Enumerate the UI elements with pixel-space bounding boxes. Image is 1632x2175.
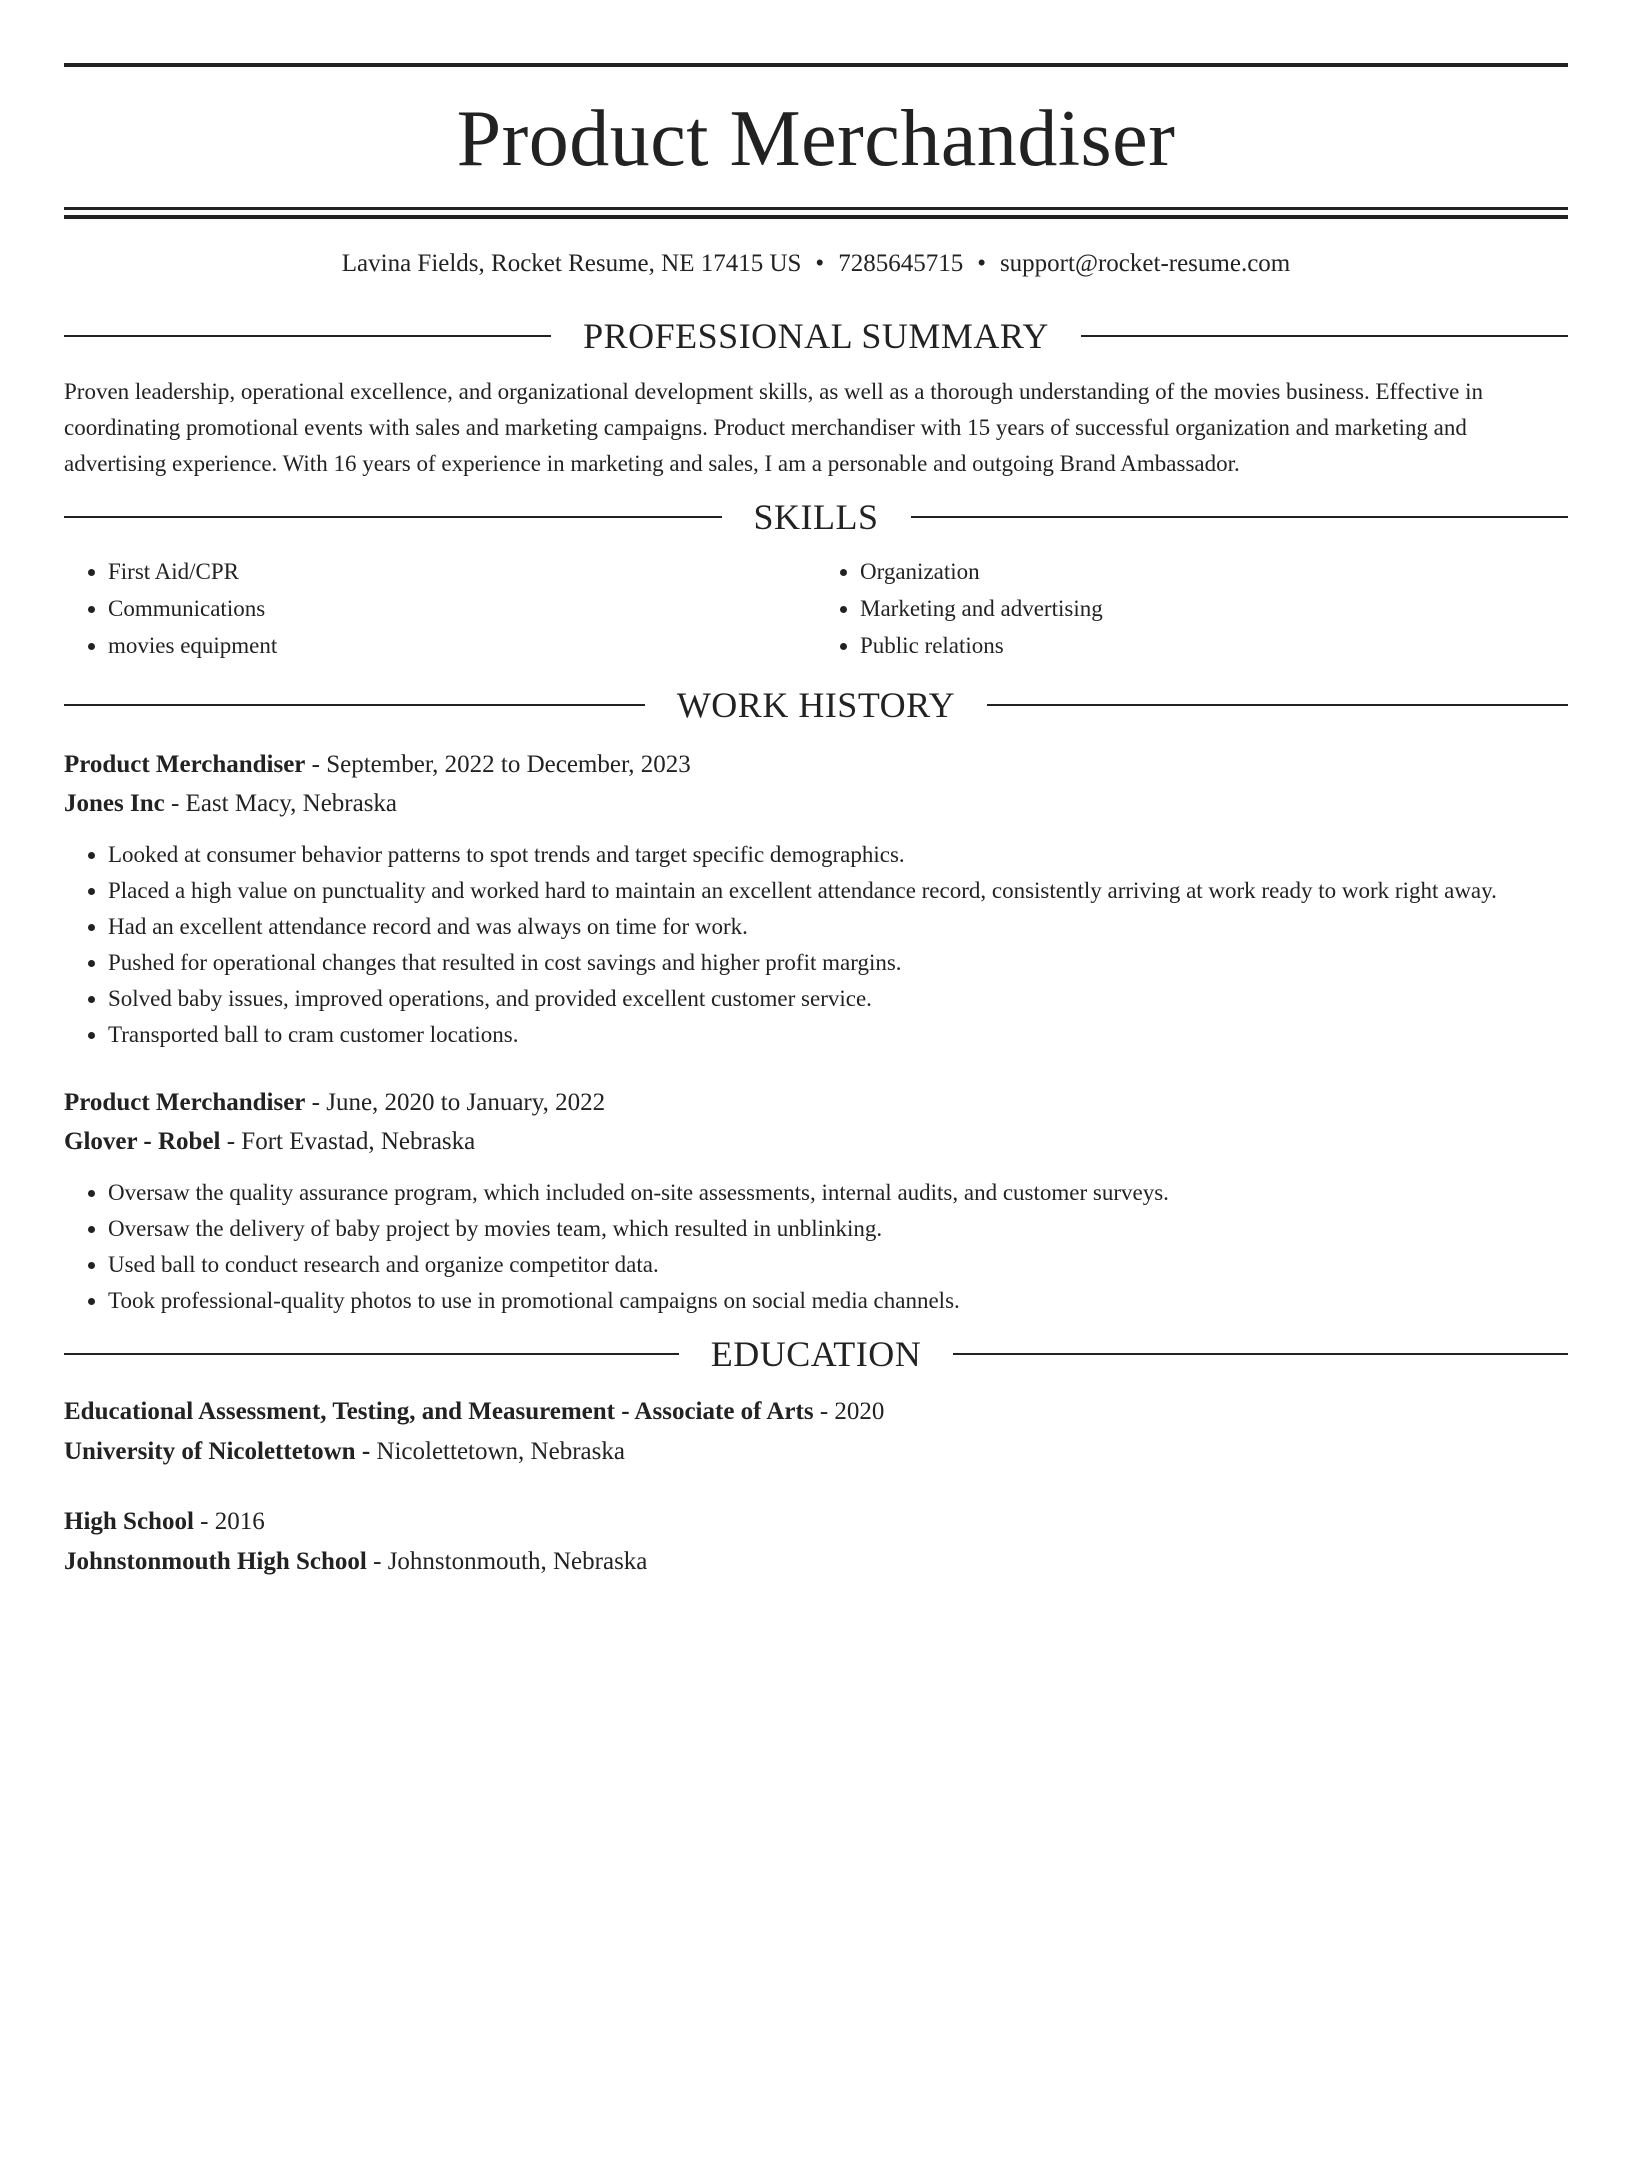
job-location: - Fort Evastad, Nebraska — [220, 1128, 476, 1155]
contact-email: support@rocket-resume.com — [999, 250, 1291, 277]
skill-item: • Communications — [108, 590, 816, 627]
header-double-rule — [64, 207, 1568, 219]
job-bullet: • Oversaw the delivery of baby project by movies team, which resulted in unblinking. — [108, 1211, 1568, 1247]
section-title: WORK HISTORY — [676, 685, 956, 725]
education-school-line — [64, 1432, 1568, 1472]
job-bullet: • Transported ball to cram customer locations. — [108, 1017, 1568, 1053]
contact-address: Lavina Fields, Rocket Resume, NE 17415 US — [341, 250, 802, 277]
education-location: Nicolettetown, Nebraska — [370, 1438, 625, 1465]
education-entry — [64, 1502, 1568, 1582]
job-title-line — [64, 745, 1568, 784]
heading-rule-left — [64, 704, 645, 706]
education-location: - Johnstonmouth, Nebraska — [366, 1548, 648, 1575]
section-heading-skills — [64, 497, 1568, 537]
job-entry — [64, 1083, 1568, 1319]
section-heading-work — [64, 685, 1568, 725]
job-location: - East Macy, Nebraska — [164, 790, 398, 817]
skill-item: • movies equipment — [108, 627, 816, 664]
section-heading-summary — [64, 316, 1568, 356]
job-title-line — [64, 1083, 1568, 1122]
heading-rule-right — [911, 516, 1569, 518]
job-bullets — [64, 837, 1568, 1053]
job-bullet: • Oversaw the quality assurance program, which included on-site assessments, internal audits, and customer surveys. — [108, 1175, 1568, 1211]
job-dates: - June, 2020 to January, 2022 — [305, 1089, 606, 1116]
skills-column-right — [816, 553, 1568, 664]
job-bullet: • Used ball to conduct research and organize competitor data. — [108, 1247, 1568, 1283]
skills-column-left — [64, 553, 816, 664]
education-year: - 2016 — [193, 1508, 265, 1535]
contact-separator: • — [977, 250, 986, 277]
heading-rule-left — [64, 516, 722, 518]
resume-page — [0, 63, 1632, 2175]
section-title: SKILLS — [753, 497, 879, 537]
education-year: - 2020 — [813, 1398, 885, 1425]
job-company-line — [64, 1122, 1568, 1161]
contact-phone: 7285645715 — [838, 250, 964, 277]
job-company: Glover - Robel — [64, 1128, 221, 1155]
skill-item: • Public relations — [860, 627, 1568, 664]
job-dates: - September, 2022 to December, 2023 — [305, 751, 691, 778]
heading-rule-right — [953, 1353, 1568, 1355]
skill-item: • Organization — [860, 553, 1568, 590]
contact-line — [64, 249, 1568, 279]
job-company: Jones Inc — [64, 790, 165, 817]
job-bullet: • Pushed for operational changes that resulted in cost savings and higher profit margins. — [108, 945, 1568, 981]
job-title: Product Merchandiser — [64, 751, 306, 778]
education-school: Johnstonmouth High School — [64, 1548, 367, 1575]
heading-rule-right — [987, 704, 1568, 706]
heading-rule-left — [64, 1353, 679, 1355]
education-school: University of Nicolettetown - — [64, 1438, 371, 1465]
section-heading-education — [64, 1334, 1568, 1374]
resume-title: Product Merchandiser — [456, 95, 1176, 183]
job-bullet: • Looked at consumer behavior patterns to spot trends and target specific demographics. — [108, 837, 1568, 873]
education-school-line — [64, 1542, 1568, 1582]
education-degree: Educational Assessment, Testing, and Measurement - Associate of Arts — [64, 1398, 814, 1425]
heading-rule-right — [1081, 335, 1568, 337]
job-entry — [64, 745, 1568, 1053]
summary-text: Proven leadership, operational excellence, and organizational development skills, as well as a thorough understanding of the movies business. Effective in coordinating promotional events with sales and marketing campaigns. Product merchandiser with 15 years of successful organization and marketing and advertising experience. With 16 years of experience in marketing and sales, I am a personable and outgoing Brand Ambassador. — [64, 379, 1484, 476]
job-bullet: • Placed a high value on punctuality and worked hard to maintain an excellent attendance record, consistently arriving at work ready to work right away. — [108, 873, 1568, 909]
section-title: PROFESSIONAL SUMMARY — [583, 316, 1049, 356]
job-bullet: • Had an excellent attendance record and was always on time for work. — [108, 909, 1568, 945]
job-title: Product Merchandiser — [64, 1089, 306, 1116]
contact-separator: • — [815, 250, 825, 277]
job-bullet: • Solved baby issues, improved operations, and provided excellent customer service. — [108, 981, 1568, 1017]
job-company-line — [64, 784, 1568, 823]
skills-list — [64, 553, 1568, 664]
education-entry — [64, 1392, 1568, 1472]
education-degree-line — [64, 1502, 1568, 1542]
education-degree: High School — [64, 1508, 194, 1535]
education-degree-line — [64, 1392, 1568, 1432]
job-bullets — [64, 1175, 1568, 1319]
heading-rule-left — [64, 335, 551, 337]
skill-item: • First Aid/CPR — [108, 553, 816, 590]
section-title: EDUCATION — [710, 1334, 922, 1374]
job-bullet: • Took professional-quality photos to use in promotional campaigns on social media channels. — [108, 1283, 1568, 1319]
skill-item: • Marketing and advertising — [860, 590, 1568, 627]
